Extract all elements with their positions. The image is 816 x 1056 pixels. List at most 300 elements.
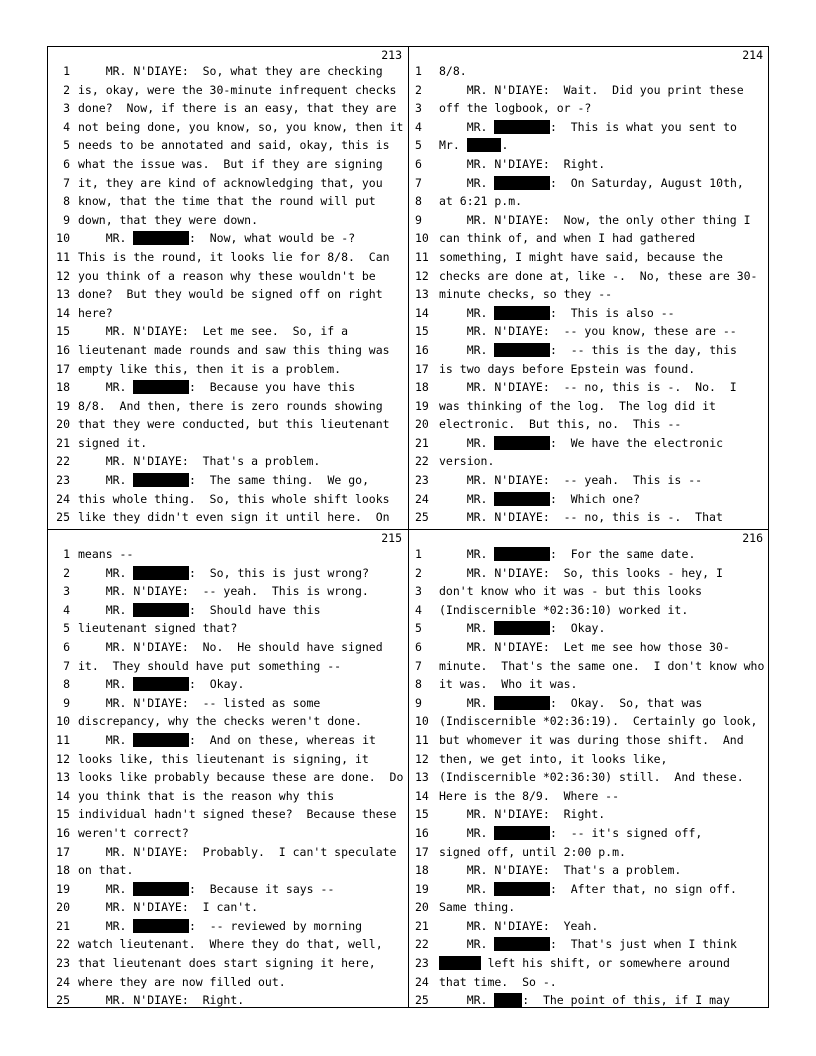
transcript-line bbox=[409, 824, 769, 843]
line-text: individual hadn't signed these? Because these bbox=[78, 807, 397, 822]
transcript-line bbox=[48, 973, 408, 992]
transcript-line bbox=[409, 267, 769, 286]
transcript-line bbox=[409, 471, 769, 490]
line-number: 21 bbox=[415, 918, 429, 933]
line-text: MR. N'DIAYE: That's a problem. bbox=[439, 863, 682, 878]
redaction-block bbox=[494, 937, 550, 951]
line-number: 13 bbox=[415, 770, 429, 785]
page-lines bbox=[409, 545, 769, 1010]
line-text: what the issue was. But if they are signing bbox=[78, 156, 383, 171]
line-number: 24 bbox=[415, 974, 429, 989]
redaction-block bbox=[494, 547, 550, 561]
line-number: 21 bbox=[415, 435, 429, 450]
page-number: 216 bbox=[742, 531, 763, 545]
line-number: 23 bbox=[56, 473, 70, 488]
line-number: 10 bbox=[415, 714, 429, 729]
transcript-line bbox=[409, 118, 769, 137]
line-number: 20 bbox=[415, 417, 429, 432]
transcript-page-214 bbox=[409, 47, 769, 527]
redaction-block bbox=[494, 492, 550, 506]
line-number: 16 bbox=[56, 825, 70, 840]
line-text: minute. That's the same one. I don't know who bbox=[439, 658, 765, 673]
line-text: left his shift, or somewhere around bbox=[439, 954, 730, 973]
line-text: on that. bbox=[78, 863, 134, 878]
line-number: 17 bbox=[415, 844, 429, 859]
line-text: you think that is the reason why this bbox=[78, 788, 335, 803]
transcript-line bbox=[48, 991, 408, 1010]
transcript-line bbox=[48, 490, 408, 509]
line-text: MR. N'DIAYE: -- yeah. This is wrong. bbox=[78, 584, 369, 599]
transcript-line bbox=[409, 843, 769, 862]
page-number: 215 bbox=[381, 531, 402, 545]
page-lines bbox=[409, 62, 769, 527]
redaction-block bbox=[133, 882, 189, 896]
line-number: 14 bbox=[415, 788, 429, 803]
line-text: MR. : The point of this, if I may bbox=[439, 993, 730, 1008]
line-number: 5 bbox=[415, 621, 422, 636]
line-text: not being done, you know, so, you know, then it bbox=[78, 119, 404, 134]
line-number: 11 bbox=[56, 249, 70, 264]
line-text: watch lieutenant. Where they do that, well, bbox=[78, 937, 383, 952]
line-text: that lieutenant does start signing it here, bbox=[78, 956, 376, 971]
line-number: 19 bbox=[415, 398, 429, 413]
line-number: 6 bbox=[63, 156, 70, 171]
transcript-page-213 bbox=[48, 47, 408, 527]
transcript-line bbox=[409, 861, 769, 880]
transcript-line bbox=[409, 582, 769, 601]
line-number: 5 bbox=[63, 138, 70, 153]
line-number: 8 bbox=[415, 194, 422, 209]
redaction-block bbox=[439, 956, 481, 970]
line-text: discrepancy, why the checks weren't done. bbox=[78, 714, 362, 729]
line-number: 9 bbox=[415, 212, 422, 227]
transcript-line bbox=[48, 917, 408, 936]
transcript-line bbox=[48, 452, 408, 471]
line-number: 17 bbox=[56, 844, 70, 859]
transcript-line bbox=[48, 248, 408, 267]
line-text: it. They should have put something -- bbox=[78, 658, 342, 673]
transcript-line bbox=[48, 360, 408, 379]
transcript-line bbox=[48, 582, 408, 601]
transcript-line bbox=[409, 991, 769, 1010]
line-number: 15 bbox=[415, 324, 429, 339]
line-number: 19 bbox=[56, 398, 70, 413]
redaction-block bbox=[494, 993, 522, 1007]
redaction-block bbox=[494, 120, 550, 134]
line-number: 14 bbox=[56, 788, 70, 803]
line-text: Same thing. bbox=[439, 900, 516, 915]
transcript-line bbox=[409, 304, 769, 323]
line-number: 8 bbox=[63, 677, 70, 692]
line-text: at 6:21 p.m. bbox=[439, 194, 523, 209]
line-text: MR. : This is also -- bbox=[439, 305, 675, 320]
redaction-block bbox=[494, 343, 550, 357]
line-text: empty like this, then it is a problem. bbox=[78, 361, 342, 376]
transcript-line bbox=[48, 712, 408, 731]
transcript-line bbox=[409, 192, 769, 211]
line-text: (Indiscernible *02:36:10) worked it. bbox=[439, 602, 689, 617]
line-number: 10 bbox=[56, 231, 70, 246]
line-text: MR. : On Saturday, August 10th, bbox=[439, 175, 744, 190]
line-text: MR. N'DIAYE: Yeah. bbox=[439, 918, 599, 933]
line-text: something, I might have said, because the bbox=[439, 249, 723, 264]
transcript-line bbox=[48, 935, 408, 954]
line-text: MR. N'DIAYE: So, what they are checking bbox=[78, 64, 383, 78]
transcript-line bbox=[48, 545, 408, 564]
redaction-block bbox=[133, 603, 189, 617]
transcript-line bbox=[409, 954, 769, 973]
redaction-block bbox=[133, 733, 189, 747]
transcript-line bbox=[48, 322, 408, 341]
line-text: MR. : And on these, whereas it bbox=[78, 732, 376, 747]
line-text: MR. : Okay. So, that was bbox=[439, 695, 703, 710]
transcript-line bbox=[48, 843, 408, 862]
transcript-line bbox=[409, 787, 769, 806]
line-text: MR. : The same thing. We go, bbox=[78, 473, 369, 488]
line-number: 11 bbox=[415, 249, 429, 264]
line-text: that they were conducted, but this lieutenant bbox=[78, 417, 390, 432]
transcript-line bbox=[409, 619, 769, 638]
transcript-line bbox=[409, 638, 769, 657]
transcript-line bbox=[48, 471, 408, 490]
transcript-line bbox=[409, 434, 769, 453]
line-number: 23 bbox=[56, 956, 70, 971]
transcript-line bbox=[48, 62, 408, 81]
line-text: off the logbook, or -? bbox=[439, 101, 592, 116]
line-number: 9 bbox=[63, 212, 70, 227]
line-text: done? But they would be signed off on right bbox=[78, 287, 383, 302]
line-number: 1 bbox=[63, 64, 70, 78]
transcript-line bbox=[48, 731, 408, 750]
line-number: 21 bbox=[56, 918, 70, 933]
line-number: 8 bbox=[415, 677, 422, 692]
transcript-line bbox=[409, 935, 769, 954]
line-text: MR. : -- reviewed by morning bbox=[78, 918, 363, 933]
line-number: 17 bbox=[56, 361, 70, 376]
line-number: 14 bbox=[415, 305, 429, 320]
line-text: lieutenant made rounds and saw this thing was bbox=[78, 342, 390, 357]
transcript-line bbox=[48, 787, 408, 806]
line-text: know, that the time that the round will put bbox=[78, 194, 376, 209]
transcript-line bbox=[409, 973, 769, 992]
transcript-line bbox=[48, 508, 408, 527]
line-text: MR. N'DIAYE: So, this looks - hey, I bbox=[439, 565, 723, 580]
transcript-line bbox=[48, 304, 408, 323]
line-number: 11 bbox=[415, 732, 429, 747]
line-number: 6 bbox=[63, 639, 70, 654]
line-text: MR. : So, this is just wrong? bbox=[78, 565, 369, 580]
transcript-line bbox=[48, 229, 408, 248]
line-number: 7 bbox=[415, 175, 422, 190]
line-text: MR. N'DIAYE: -- no, this is -. That bbox=[439, 510, 723, 525]
line-number: 20 bbox=[56, 417, 70, 432]
transcript-line bbox=[48, 954, 408, 973]
line-text: you think of a reason why these wouldn't be bbox=[78, 268, 376, 283]
line-text: that time. So -. bbox=[439, 974, 557, 989]
transcript-line bbox=[409, 564, 769, 583]
transcript-line bbox=[409, 694, 769, 713]
line-number: 21 bbox=[56, 435, 70, 450]
line-text: MR. N'DIAYE: No. He should have signed bbox=[78, 639, 383, 654]
transcript-line bbox=[409, 81, 769, 100]
line-text: MR. : That's just when I think bbox=[439, 937, 737, 952]
line-text: MR. : Which one? bbox=[439, 491, 640, 506]
line-text: Mr. . bbox=[439, 138, 509, 153]
transcript-line bbox=[48, 136, 408, 155]
line-text: needs to be annotated and said, okay, this is bbox=[78, 138, 390, 153]
line-number: 7 bbox=[63, 175, 70, 190]
transcript-page-215 bbox=[48, 530, 408, 1010]
transcript-line bbox=[409, 285, 769, 304]
line-text: MR. N'DIAYE: -- no, this is -. No. I bbox=[439, 380, 737, 395]
line-number: 24 bbox=[415, 491, 429, 506]
line-number: 13 bbox=[56, 287, 70, 302]
transcript-line bbox=[48, 768, 408, 787]
line-text: MR. : Should have this bbox=[78, 602, 321, 617]
line-number: 14 bbox=[56, 305, 70, 320]
line-text: MR. : -- this is the day, this bbox=[439, 342, 737, 357]
redaction-block bbox=[494, 882, 550, 896]
line-number: 16 bbox=[415, 342, 429, 357]
transcript-sheet bbox=[47, 46, 769, 1008]
transcript-line bbox=[48, 824, 408, 843]
line-text: was thinking of the log. The log did it bbox=[439, 398, 716, 413]
line-text: like they didn't even sign it until here. On bbox=[78, 510, 390, 525]
transcript-line bbox=[48, 285, 408, 304]
line-text: MR. N'DIAYE: Now, the only other thing I bbox=[439, 212, 751, 227]
line-text: looks like probably because these are done. Do bbox=[78, 770, 404, 785]
line-number: 2 bbox=[415, 565, 422, 580]
line-number: 18 bbox=[415, 380, 429, 395]
transcript-line bbox=[409, 750, 769, 769]
line-text: MR. : Okay. bbox=[439, 621, 606, 636]
transcript-line bbox=[409, 248, 769, 267]
redaction-block bbox=[494, 621, 550, 635]
transcript-line bbox=[409, 62, 769, 81]
line-number: 3 bbox=[415, 101, 422, 116]
line-text: (Indiscernible *02:36:19). Certainly go look, bbox=[439, 714, 758, 729]
line-text: lieutenant signed that? bbox=[78, 621, 238, 636]
line-text: MR. N'DIAYE: I can't. bbox=[78, 900, 259, 915]
line-text: MR. : This is what you sent to bbox=[439, 119, 737, 134]
redaction-block bbox=[133, 231, 189, 245]
line-number: 23 bbox=[415, 956, 429, 971]
redaction-block bbox=[494, 826, 550, 840]
transcript-line bbox=[48, 81, 408, 100]
line-number: 3 bbox=[63, 584, 70, 599]
transcript-line bbox=[48, 434, 408, 453]
transcript-line bbox=[409, 415, 769, 434]
transcript-line bbox=[409, 657, 769, 676]
line-text: MR. : Because you have this bbox=[78, 380, 356, 395]
line-number: 20 bbox=[415, 900, 429, 915]
transcript-line bbox=[409, 805, 769, 824]
line-number: 15 bbox=[415, 807, 429, 822]
transcript-line bbox=[48, 694, 408, 713]
line-number: 12 bbox=[56, 268, 70, 283]
line-text: MR. N'DIAYE: Probably. I can't speculate bbox=[78, 844, 397, 859]
transcript-line bbox=[409, 174, 769, 193]
line-text: don't know who it was - but this looks bbox=[439, 584, 703, 599]
line-number: 19 bbox=[56, 881, 70, 896]
transcript-line bbox=[48, 861, 408, 880]
line-text: checks are done at, like -. No, these are 30- bbox=[439, 268, 758, 283]
transcript-line bbox=[409, 378, 769, 397]
line-number: 16 bbox=[415, 825, 429, 840]
line-number: 12 bbox=[415, 751, 429, 766]
line-number: 19 bbox=[415, 881, 429, 896]
line-text: MR. : Okay. bbox=[78, 677, 245, 692]
line-text: here? bbox=[78, 305, 113, 320]
transcript-line bbox=[409, 229, 769, 248]
transcript-line bbox=[48, 174, 408, 193]
transcript-line bbox=[48, 750, 408, 769]
line-number: 2 bbox=[63, 565, 70, 580]
transcript-line bbox=[409, 490, 769, 509]
transcript-line bbox=[409, 675, 769, 694]
line-number: 23 bbox=[415, 473, 429, 488]
line-number: 10 bbox=[56, 714, 70, 729]
transcript-line bbox=[409, 545, 769, 564]
line-text: then, we get into, it looks like, bbox=[439, 751, 668, 766]
line-number: 9 bbox=[63, 695, 70, 710]
transcript-line bbox=[409, 322, 769, 341]
line-text: Here is the 8/9. Where -- bbox=[439, 788, 620, 803]
line-text: it was. Who it was. bbox=[439, 677, 578, 692]
line-number: 15 bbox=[56, 324, 70, 339]
line-text: MR. N'DIAYE: -- you know, these are -- bbox=[439, 324, 737, 339]
line-number: 12 bbox=[56, 751, 70, 766]
line-text: 8/8. bbox=[439, 64, 467, 78]
transcript-line bbox=[409, 452, 769, 471]
line-number: 3 bbox=[63, 101, 70, 116]
transcript-line bbox=[409, 508, 769, 527]
line-number: 1 bbox=[63, 547, 70, 561]
line-text: MR. N'DIAYE: Wait. Did you print these bbox=[439, 82, 744, 97]
transcript-line bbox=[409, 136, 769, 155]
line-number: 22 bbox=[415, 937, 429, 952]
line-text: MR. N'DIAYE: -- yeah. This is -- bbox=[439, 473, 703, 488]
transcript-line bbox=[48, 675, 408, 694]
line-text: can think of, and when I had gathered bbox=[439, 231, 696, 246]
line-text: electronic. But this, no. This -- bbox=[439, 417, 682, 432]
line-text: means -- bbox=[78, 547, 134, 561]
page-number: 213 bbox=[381, 48, 402, 62]
transcript-line bbox=[409, 397, 769, 416]
page-number: 214 bbox=[742, 48, 763, 62]
line-number: 6 bbox=[415, 639, 422, 654]
line-number: 4 bbox=[415, 119, 422, 134]
line-number: 22 bbox=[415, 454, 429, 469]
line-number: 13 bbox=[415, 287, 429, 302]
line-text: MR. N'DIAYE: -- listed as some bbox=[78, 695, 321, 710]
transcript-line bbox=[48, 880, 408, 899]
transcript-line bbox=[409, 601, 769, 620]
line-text: done? Now, if there is an easy, that they are bbox=[78, 101, 397, 116]
line-number: 9 bbox=[415, 695, 422, 710]
line-text: MR. N'DIAYE: Let me see. So, if a bbox=[78, 324, 349, 339]
line-number: 5 bbox=[63, 621, 70, 636]
line-text: MR. N'DIAYE: Let me see how those 30- bbox=[439, 639, 730, 654]
page-lines bbox=[48, 545, 408, 1010]
line-number: 22 bbox=[56, 937, 70, 952]
line-text: MR. : Because it says -- bbox=[78, 881, 335, 896]
line-text: signed off, until 2:00 p.m. bbox=[439, 844, 626, 859]
line-text: looks like, this lieutenant is signing, it bbox=[78, 751, 369, 766]
transcript-line bbox=[48, 898, 408, 917]
line-text: weren't correct? bbox=[78, 825, 189, 840]
transcript-line bbox=[409, 917, 769, 936]
line-text: MR. : We have the electronic bbox=[439, 435, 724, 450]
line-number: 4 bbox=[415, 602, 422, 617]
transcript-line bbox=[409, 155, 769, 174]
redaction-block bbox=[133, 473, 189, 487]
page-lines bbox=[48, 62, 408, 527]
redaction-block bbox=[133, 380, 189, 394]
line-number: 3 bbox=[415, 584, 422, 599]
transcript-line bbox=[409, 731, 769, 750]
line-text: 8/8. And then, there is zero rounds showing bbox=[78, 398, 383, 413]
transcript-line bbox=[48, 638, 408, 657]
line-number: 18 bbox=[56, 380, 70, 395]
line-number: 10 bbox=[415, 231, 429, 246]
redaction-block bbox=[494, 696, 550, 710]
transcript-line bbox=[48, 155, 408, 174]
line-number: 20 bbox=[56, 900, 70, 915]
line-text: minute checks, so they -- bbox=[439, 287, 613, 302]
line-number: 11 bbox=[56, 732, 70, 747]
line-number: 17 bbox=[415, 361, 429, 376]
line-number: 6 bbox=[415, 156, 422, 171]
line-number: 4 bbox=[63, 602, 70, 617]
line-number: 16 bbox=[56, 342, 70, 357]
line-text: This is the round, it looks lie for 8/8. Can bbox=[78, 249, 390, 264]
transcript-line bbox=[409, 341, 769, 360]
transcript-line bbox=[48, 397, 408, 416]
line-number: 2 bbox=[63, 82, 70, 97]
transcript-line bbox=[48, 118, 408, 137]
line-number: 24 bbox=[56, 974, 70, 989]
line-text: but whomever it was during those shift. And bbox=[439, 732, 744, 747]
line-text: where they are now filled out. bbox=[78, 974, 286, 989]
transcript-line bbox=[48, 805, 408, 824]
transcript-line bbox=[48, 211, 408, 230]
line-number: 1 bbox=[415, 547, 422, 561]
transcript-line bbox=[409, 360, 769, 379]
line-number: 8 bbox=[63, 194, 70, 209]
line-text: MR. N'DIAYE: Right. bbox=[439, 807, 606, 822]
line-text: version. bbox=[439, 454, 495, 469]
transcript-line bbox=[48, 267, 408, 286]
line-text: MR. : -- it's signed off, bbox=[439, 825, 703, 840]
line-text: this whole thing. So, this whole shift looks bbox=[78, 491, 390, 506]
transcript-line bbox=[48, 601, 408, 620]
transcript-line bbox=[48, 564, 408, 583]
line-number: 25 bbox=[56, 510, 70, 525]
transcript-line bbox=[409, 712, 769, 731]
transcript-line bbox=[48, 378, 408, 397]
transcript-line bbox=[48, 619, 408, 638]
redaction-block bbox=[133, 919, 189, 933]
transcript-line bbox=[409, 768, 769, 787]
line-text: MR. : For the same date. bbox=[439, 547, 696, 561]
transcript-line bbox=[48, 192, 408, 211]
line-number: 2 bbox=[415, 82, 422, 97]
line-text: (Indiscernible *02:36:30) still. And these. bbox=[439, 770, 744, 785]
redaction-block bbox=[494, 306, 550, 320]
line-text: MR. : Now, what would be -? bbox=[78, 231, 356, 246]
line-number: 13 bbox=[56, 770, 70, 785]
